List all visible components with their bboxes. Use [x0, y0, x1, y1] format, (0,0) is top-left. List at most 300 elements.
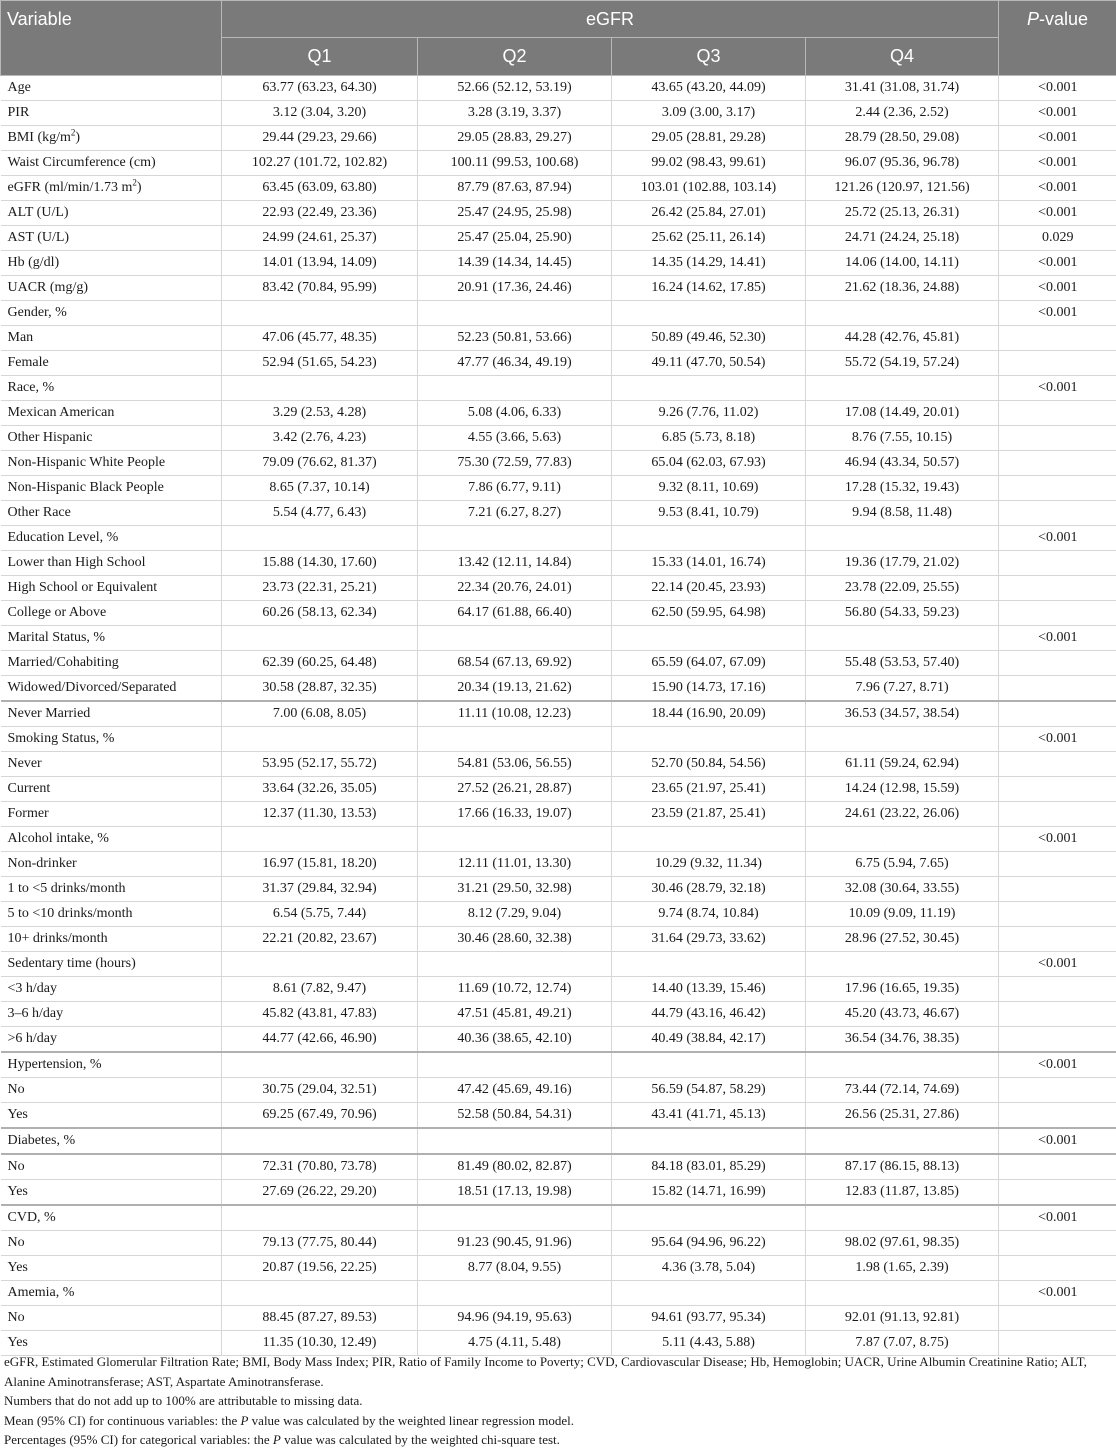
q4-cell: 28.96 (27.52, 30.45) — [806, 927, 999, 952]
variable-header: Variable — [1, 1, 222, 76]
pvalue-cell: <0.001 — [999, 201, 1116, 226]
row-label: CVD, % — [1, 1205, 222, 1231]
table-row — [1, 1281, 1116, 1306]
table-row — [1, 752, 1116, 777]
row-label: Never — [1, 752, 222, 777]
q4-cell — [806, 301, 999, 326]
pvalue-cell: <0.001 — [999, 301, 1116, 326]
row-label: 5 to <10 drinks/month — [1, 902, 222, 927]
footnote-abbreviations: eGFR, Estimated Glomerular Filtration Rate; BMI, Body Mass Index; PIR, Ratio of Family Income to Poverty; CVD, Cardiovascular Disease; Hb, Hemoglobin; UACR, Urine Albumin Creatinine Ratio; ALT, Alanine Aminotransferase; AST, Aspartate Aminotransferase. — [4, 1354, 1087, 1389]
q2-cell — [418, 1128, 612, 1154]
q1-cell: 14.01 (13.94, 14.09) — [222, 251, 418, 276]
q4-cell: 19.36 (17.79, 21.02) — [806, 551, 999, 576]
row-label: Former — [1, 802, 222, 827]
q1-cell — [222, 376, 418, 401]
row-label: High School or Equivalent — [1, 576, 222, 601]
table-row — [1, 1154, 1116, 1180]
pvalue-cell — [999, 1231, 1116, 1256]
q2-cell: 29.05 (28.83, 29.27) — [418, 126, 612, 151]
row-label: AST (U/L) — [1, 226, 222, 251]
q2-cell: 30.46 (28.60, 32.38) — [418, 927, 612, 952]
q4-cell: 17.08 (14.49, 20.01) — [806, 401, 999, 426]
table-row — [1, 1052, 1116, 1078]
q3-cell: 49.11 (47.70, 50.54) — [612, 351, 806, 376]
q1-cell: 3.29 (2.53, 4.28) — [222, 401, 418, 426]
q4-cell: 14.06 (14.00, 14.11) — [806, 251, 999, 276]
q1-cell — [222, 526, 418, 551]
pvalue-cell: <0.001 — [999, 526, 1116, 551]
table-row — [1, 1306, 1116, 1331]
q1-cell: 63.45 (63.09, 63.80) — [222, 176, 418, 201]
q3-cell: 23.65 (21.97, 25.41) — [612, 777, 806, 802]
q2-cell: 54.81 (53.06, 56.55) — [418, 752, 612, 777]
q4-cell: 25.72 (25.13, 26.31) — [806, 201, 999, 226]
row-label: No — [1, 1154, 222, 1180]
pvalue-cell: <0.001 — [999, 176, 1116, 201]
q2-cell: 52.23 (50.81, 53.66) — [418, 326, 612, 351]
q2-cell: 7.21 (6.27, 8.27) — [418, 501, 612, 526]
table-row — [1, 451, 1116, 476]
q3-cell: 23.59 (21.87, 25.41) — [612, 802, 806, 827]
pvalue-cell — [999, 601, 1116, 626]
q1-cell: 3.42 (2.76, 4.23) — [222, 426, 418, 451]
q4-cell: 9.94 (8.58, 11.48) — [806, 501, 999, 526]
q3-cell — [612, 526, 806, 551]
q2-cell: 7.86 (6.77, 9.11) — [418, 476, 612, 501]
table-row — [1, 376, 1116, 401]
pvalue-cell — [999, 752, 1116, 777]
row-label: Non-Hispanic White People — [1, 451, 222, 476]
q4-cell — [806, 626, 999, 651]
q3-cell: 22.14 (20.45, 23.93) — [612, 576, 806, 601]
table-body — [1, 76, 1116, 1356]
q1-cell — [222, 1281, 418, 1306]
row-label: Mexican American — [1, 401, 222, 426]
pvalue-cell — [999, 676, 1116, 702]
pvalue-cell — [999, 651, 1116, 676]
q4-cell: 10.09 (9.09, 11.19) — [806, 902, 999, 927]
q4-cell: 31.41 (31.08, 31.74) — [806, 76, 999, 101]
table-row — [1, 176, 1116, 201]
q2-cell: 22.34 (20.76, 24.01) — [418, 576, 612, 601]
row-label: BMI $(kg/m^2)$ — [1, 126, 222, 151]
q3-cell — [612, 376, 806, 401]
table-header — [1, 1, 1116, 76]
table-row — [1, 1078, 1116, 1103]
pvalue-cell — [999, 326, 1116, 351]
pvalue-cell: <0.001 — [999, 126, 1116, 151]
q1-cell: 63.77 (63.23, 64.30) — [222, 76, 418, 101]
row-label: Non-Hispanic Black People — [1, 476, 222, 501]
q1-cell: 12.37 (11.30, 13.53) — [222, 802, 418, 827]
q1-cell: 52.94 (51.65, 54.23) — [222, 351, 418, 376]
footnote-missing-data: Numbers that do not add up to 100% are attributable to missing data. — [4, 1393, 363, 1408]
q2-cell: 25.47 (24.95, 25.98) — [418, 201, 612, 226]
q1-cell: 5.54 (4.77, 6.43) — [222, 501, 418, 526]
row-label: Education Level, % — [1, 526, 222, 551]
q2-cell: 100.11 (99.53, 100.68) — [418, 151, 612, 176]
q2-cell — [418, 727, 612, 752]
row-label: Widowed/Divorced/Separated — [1, 676, 222, 702]
q3-cell: 26.42 (25.84, 27.01) — [612, 201, 806, 226]
q4-header: Q4 — [806, 38, 999, 76]
q2-cell: 64.17 (61.88, 66.40) — [418, 601, 612, 626]
q3-cell: 52.70 (50.84, 54.56) — [612, 752, 806, 777]
q3-cell: 43.65 (43.20, 44.09) — [612, 76, 806, 101]
q2-cell: 81.49 (80.02, 82.87) — [418, 1154, 612, 1180]
q2-cell: 47.42 (45.69, 49.16) — [418, 1078, 612, 1103]
q4-cell: 7.96 (7.27, 8.71) — [806, 676, 999, 702]
q3-cell: 43.41 (41.71, 45.13) — [612, 1103, 806, 1129]
q4-cell — [806, 1205, 999, 1231]
q4-cell — [806, 952, 999, 977]
q3-cell: 44.79 (43.16, 46.42) — [612, 1002, 806, 1027]
q1-cell: 27.69 (26.22, 29.20) — [222, 1180, 418, 1206]
row-label: College or Above — [1, 601, 222, 626]
q2-cell — [418, 1052, 612, 1078]
table-row — [1, 526, 1116, 551]
q2-cell — [418, 1205, 612, 1231]
table-row — [1, 626, 1116, 651]
row-label: 1 to <5 drinks/month — [1, 877, 222, 902]
table-row — [1, 1256, 1116, 1281]
q4-cell: 98.02 (97.61, 98.35) — [806, 1231, 999, 1256]
q4-cell: 56.80 (54.33, 59.23) — [806, 601, 999, 626]
q3-cell — [612, 626, 806, 651]
q4-cell: 36.54 (34.76, 38.35) — [806, 1027, 999, 1053]
q3-cell: 29.05 (28.81, 29.28) — [612, 126, 806, 151]
q4-cell: 46.94 (43.34, 50.57) — [806, 451, 999, 476]
q4-cell: 24.61 (23.22, 26.06) — [806, 802, 999, 827]
pvalue-cell — [999, 1078, 1116, 1103]
egfr-group-header: eGFR — [222, 1, 999, 38]
q3-cell: 15.33 (14.01, 16.74) — [612, 551, 806, 576]
q1-cell: 15.88 (14.30, 17.60) — [222, 551, 418, 576]
pvalue-cell — [999, 802, 1116, 827]
q4-cell: 96.07 (95.36, 96.78) — [806, 151, 999, 176]
q3-cell: 95.64 (94.96, 96.22) — [612, 1231, 806, 1256]
row-label: Sedentary time (hours) — [1, 952, 222, 977]
pvalue-cell — [999, 576, 1116, 601]
q4-cell: 121.26 (120.97, 121.56) — [806, 176, 999, 201]
table-row — [1, 1231, 1116, 1256]
q2-cell: 11.69 (10.72, 12.74) — [418, 977, 612, 1002]
q4-cell — [806, 1281, 999, 1306]
q1-cell: 45.82 (43.81, 47.83) — [222, 1002, 418, 1027]
pvalue-cell — [999, 1103, 1116, 1129]
row-label: Current — [1, 777, 222, 802]
row-label: Waist Circumference (cm) — [1, 151, 222, 176]
q3-cell: 9.32 (8.11, 10.69) — [612, 476, 806, 501]
pvalue-cell: <0.001 — [999, 626, 1116, 651]
table-row — [1, 501, 1116, 526]
row-label: <3 h/day — [1, 977, 222, 1002]
pvalue-cell — [999, 1306, 1116, 1331]
row-label: Other Race — [1, 501, 222, 526]
pvalue-cell — [999, 401, 1116, 426]
table-row — [1, 151, 1116, 176]
q3-cell — [612, 1205, 806, 1231]
row-label: No — [1, 1306, 222, 1331]
footnote-continuous: Mean (95% CI) for continuous variables: the P value was calculated by the weighted linear regression model. — [4, 1412, 575, 1428]
q1-cell: 47.06 (45.77, 48.35) — [222, 326, 418, 351]
row-label: No — [1, 1231, 222, 1256]
q1-cell: 22.21 (20.82, 23.67) — [222, 927, 418, 952]
q1-cell — [222, 301, 418, 326]
q1-cell: 8.61 (7.82, 9.47) — [222, 977, 418, 1002]
table-row — [1, 902, 1116, 927]
pvalue-cell: <0.001 — [999, 1128, 1116, 1154]
row-label: Gender, % — [1, 301, 222, 326]
table-row — [1, 1002, 1116, 1027]
pvalue-cell — [999, 902, 1116, 927]
table-row — [1, 952, 1116, 977]
q3-cell: 99.02 (98.43, 99.61) — [612, 151, 806, 176]
table-row — [1, 76, 1116, 101]
pvalue-cell — [999, 977, 1116, 1002]
table-row — [1, 1205, 1116, 1231]
q1-cell: 16.97 (15.81, 18.20) — [222, 852, 418, 877]
q4-cell: 1.98 (1.65, 2.39) — [806, 1256, 999, 1281]
q2-cell: 52.58 (50.84, 54.31) — [418, 1103, 612, 1129]
q3-cell: 14.35 (14.29, 14.41) — [612, 251, 806, 276]
q1-cell: 31.37 (29.84, 32.94) — [222, 877, 418, 902]
row-label: Marital Status, % — [1, 626, 222, 651]
row-label: Yes — [1, 1331, 222, 1356]
q1-cell — [222, 1052, 418, 1078]
q2-cell: 8.77 (8.04, 9.55) — [418, 1256, 612, 1281]
q4-cell: 26.56 (25.31, 27.86) — [806, 1103, 999, 1129]
q3-cell: 9.53 (8.41, 10.79) — [612, 501, 806, 526]
pvalue-cell — [999, 426, 1116, 451]
row-label: >6 h/day — [1, 1027, 222, 1053]
q4-cell — [806, 727, 999, 752]
q2-cell — [418, 827, 612, 852]
q3-cell: 84.18 (83.01, 85.29) — [612, 1154, 806, 1180]
table-row — [1, 1128, 1116, 1154]
table-footnotes — [4, 1352, 1114, 1450]
row-label: Diabetes, % — [1, 1128, 222, 1154]
row-label: Man — [1, 326, 222, 351]
table-row — [1, 1027, 1116, 1053]
row-label: Age — [1, 76, 222, 101]
q2-cell: 25.47 (25.04, 25.90) — [418, 226, 612, 251]
pvalue-cell — [999, 476, 1116, 501]
table-row — [1, 802, 1116, 827]
q2-cell: 40.36 (38.65, 42.10) — [418, 1027, 612, 1053]
pvalue-cell — [999, 1002, 1116, 1027]
q4-cell: 24.71 (24.24, 25.18) — [806, 226, 999, 251]
row-label: No — [1, 1078, 222, 1103]
q2-cell: 8.12 (7.29, 9.04) — [418, 902, 612, 927]
q1-cell: 30.58 (28.87, 32.35) — [222, 676, 418, 702]
q4-cell: 73.44 (72.14, 74.69) — [806, 1078, 999, 1103]
q2-cell: 18.51 (17.13, 19.98) — [418, 1180, 612, 1206]
pvalue-cell: <0.001 — [999, 76, 1116, 101]
table-row — [1, 827, 1116, 852]
q1-cell — [222, 1205, 418, 1231]
pvalue-cell — [999, 777, 1116, 802]
q1-cell: 44.77 (42.66, 46.90) — [222, 1027, 418, 1053]
row-label: Non-drinker — [1, 852, 222, 877]
table-row — [1, 676, 1116, 702]
q3-cell: 62.50 (59.95, 64.98) — [612, 601, 806, 626]
pvalue-cell — [999, 501, 1116, 526]
row-label: eGFR (ml/min/1.73 $m^2$) — [1, 176, 222, 201]
q3-cell: 31.64 (29.73, 33.62) — [612, 927, 806, 952]
table-row — [1, 426, 1116, 451]
table-row — [1, 401, 1116, 426]
q2-cell: 17.66 (16.33, 19.07) — [418, 802, 612, 827]
q1-cell: 20.87 (19.56, 22.25) — [222, 1256, 418, 1281]
row-label: 10+ drinks/month — [1, 927, 222, 952]
table-row — [1, 1103, 1116, 1129]
q3-cell — [612, 301, 806, 326]
q4-cell: 92.01 (91.13, 92.81) — [806, 1306, 999, 1331]
row-label: ALT (U/L) — [1, 201, 222, 226]
q2-cell — [418, 526, 612, 551]
row-label: Other Hispanic — [1, 426, 222, 451]
table-row — [1, 101, 1116, 126]
q2-cell: 13.42 (12.11, 14.84) — [418, 551, 612, 576]
q3-cell: 65.59 (64.07, 67.09) — [612, 651, 806, 676]
table-row — [1, 326, 1116, 351]
q1-cell — [222, 727, 418, 752]
q3-cell: 50.89 (49.46, 52.30) — [612, 326, 806, 351]
q2-cell — [418, 1281, 612, 1306]
q2-cell: 27.52 (26.21, 28.87) — [418, 777, 612, 802]
q2-cell: 31.21 (29.50, 32.98) — [418, 877, 612, 902]
q2-cell: 52.66 (52.12, 53.19) — [418, 76, 612, 101]
pvalue-cell: <0.001 — [999, 1052, 1116, 1078]
q3-cell: 15.82 (14.71, 16.99) — [612, 1180, 806, 1206]
table-row — [1, 601, 1116, 626]
row-label: Yes — [1, 1103, 222, 1129]
q4-cell: 21.62 (18.36, 24.88) — [806, 276, 999, 301]
q4-cell: 32.08 (30.64, 33.55) — [806, 877, 999, 902]
q4-cell: 55.48 (53.53, 57.40) — [806, 651, 999, 676]
q1-cell: 60.26 (58.13, 62.34) — [222, 601, 418, 626]
q2-cell: 12.11 (11.01, 13.30) — [418, 852, 612, 877]
q4-cell: 8.76 (7.55, 10.15) — [806, 426, 999, 451]
q1-cell: 29.44 (29.23, 29.66) — [222, 126, 418, 151]
pvalue-cell — [999, 1180, 1116, 1206]
q1-cell: 79.09 (76.62, 81.37) — [222, 451, 418, 476]
q4-cell: 61.11 (59.24, 62.94) — [806, 752, 999, 777]
q4-cell: 6.75 (5.94, 7.65) — [806, 852, 999, 877]
q4-cell — [806, 1052, 999, 1078]
q2-cell — [418, 952, 612, 977]
q3-cell — [612, 727, 806, 752]
q4-cell: 55.72 (54.19, 57.24) — [806, 351, 999, 376]
q3-cell: 4.36 (3.78, 5.04) — [612, 1256, 806, 1281]
row-label: UACR (mg/g) — [1, 276, 222, 301]
q1-cell: 79.13 (77.75, 80.44) — [222, 1231, 418, 1256]
pvalue-cell: <0.001 — [999, 251, 1116, 276]
q4-cell: 87.17 (86.15, 88.13) — [806, 1154, 999, 1180]
q1-cell: 8.65 (7.37, 10.14) — [222, 476, 418, 501]
q2-cell: 4.75 (4.11, 5.48) — [418, 1331, 612, 1356]
q2-cell: 11.11 (10.08, 12.23) — [418, 701, 612, 727]
pvalue-cell — [999, 877, 1116, 902]
row-label: Alcohol intake, % — [1, 827, 222, 852]
table-row — [1, 201, 1116, 226]
q3-cell: 30.46 (28.79, 32.18) — [612, 877, 806, 902]
row-label: Smoking Status, % — [1, 727, 222, 752]
q1-cell: 72.31 (70.80, 73.78) — [222, 1154, 418, 1180]
row-label: Hb (g/dl) — [1, 251, 222, 276]
q2-cell: 20.34 (19.13, 21.62) — [418, 676, 612, 702]
q1-cell: 33.64 (32.26, 35.05) — [222, 777, 418, 802]
q1-cell: 62.39 (60.25, 64.48) — [222, 651, 418, 676]
q3-cell: 15.90 (14.73, 17.16) — [612, 676, 806, 702]
q2-cell: 3.28 (3.19, 3.37) — [418, 101, 612, 126]
q1-cell: 30.75 (29.04, 32.51) — [222, 1078, 418, 1103]
q4-cell: 23.78 (22.09, 25.55) — [806, 576, 999, 601]
pvalue-cell: <0.001 — [999, 727, 1116, 752]
q2-cell: 94.96 (94.19, 95.63) — [418, 1306, 612, 1331]
q3-cell: 40.49 (38.84, 42.17) — [612, 1027, 806, 1053]
q4-cell — [806, 376, 999, 401]
q1-cell: 7.00 (6.08, 8.05) — [222, 701, 418, 727]
q3-cell: 16.24 (14.62, 17.85) — [612, 276, 806, 301]
q3-cell: 14.40 (13.39, 15.46) — [612, 977, 806, 1002]
q3-cell — [612, 1128, 806, 1154]
pvalue-cell — [999, 852, 1116, 877]
pvalue-cell: <0.001 — [999, 101, 1116, 126]
q4-cell: 45.20 (43.73, 46.67) — [806, 1002, 999, 1027]
pvalue-cell: <0.001 — [999, 952, 1116, 977]
q2-cell: 20.91 (17.36, 24.46) — [418, 276, 612, 301]
table-row — [1, 351, 1116, 376]
q1-cell — [222, 952, 418, 977]
q4-cell: 2.44 (2.36, 2.52) — [806, 101, 999, 126]
table-row — [1, 301, 1116, 326]
q3-cell: 103.01 (102.88, 103.14) — [612, 176, 806, 201]
q4-cell: 14.24 (12.98, 15.59) — [806, 777, 999, 802]
pvalue-cell: <0.001 — [999, 276, 1116, 301]
q1-cell: 88.45 (87.27, 89.53) — [222, 1306, 418, 1331]
q3-cell: 56.59 (54.87, 58.29) — [612, 1078, 806, 1103]
q3-cell — [612, 952, 806, 977]
pvalue-cell — [999, 927, 1116, 952]
q2-header: Q2 — [418, 38, 612, 76]
q3-cell: 9.26 (7.76, 11.02) — [612, 401, 806, 426]
q4-cell: 36.53 (34.57, 38.54) — [806, 701, 999, 727]
q1-cell: 22.93 (22.49, 23.36) — [222, 201, 418, 226]
q3-cell — [612, 827, 806, 852]
q1-cell: 69.25 (67.49, 70.96) — [222, 1103, 418, 1129]
table-row — [1, 701, 1116, 727]
table-row — [1, 551, 1116, 576]
q3-cell — [612, 1052, 806, 1078]
pvalue-cell — [999, 351, 1116, 376]
q3-cell: 18.44 (16.90, 20.09) — [612, 701, 806, 727]
row-label: Married/Cohabiting — [1, 651, 222, 676]
q2-cell: 87.79 (87.63, 87.94) — [418, 176, 612, 201]
table-row — [1, 777, 1116, 802]
q4-cell: 17.96 (16.65, 19.35) — [806, 977, 999, 1002]
q2-cell — [418, 626, 612, 651]
q1-cell: 6.54 (5.75, 7.44) — [222, 902, 418, 927]
table-row — [1, 251, 1116, 276]
q3-cell: 9.74 (8.74, 10.84) — [612, 902, 806, 927]
pvalue-cell: <0.001 — [999, 1205, 1116, 1231]
q1-cell: 11.35 (10.30, 12.49) — [222, 1331, 418, 1356]
table-row — [1, 977, 1116, 1002]
q4-cell — [806, 526, 999, 551]
row-label: Race, % — [1, 376, 222, 401]
